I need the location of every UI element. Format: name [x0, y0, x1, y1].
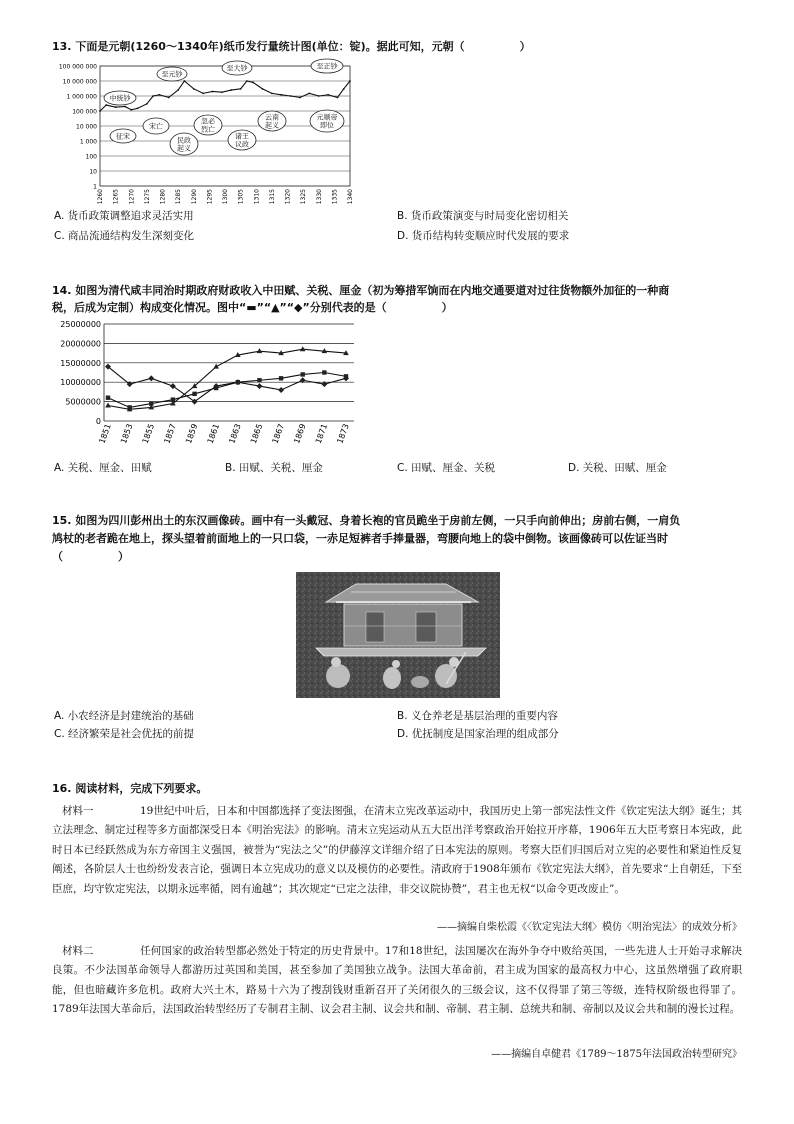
chart13-point	[124, 106, 126, 108]
chart13-x-tick-label: 1320	[284, 189, 292, 205]
chart13-x-tick-label: 1275	[143, 189, 151, 205]
annot-songwang-label: 宋亡	[149, 122, 163, 131]
annot-zhiyuan-label: 至元钞	[161, 70, 183, 79]
chart14-x-tick-label: 1863	[227, 422, 243, 445]
q13-option-b[interactable]: B. 货币政策演变与时局变化密切相关	[397, 210, 569, 222]
chart13-x-tick-label: 1330	[315, 189, 323, 205]
annot-yunnan-label: 云南	[265, 113, 279, 122]
chart14-point-square	[301, 372, 305, 376]
chart14-x-tick-label: 1871	[313, 422, 330, 445]
chart13-point	[105, 104, 107, 106]
chart13-x-tick-label: 1325	[300, 189, 308, 205]
chart13-y-tick-label: 100 000	[72, 108, 97, 116]
chart13-x-tick-label: 1340	[347, 189, 354, 205]
chart14-point-square	[279, 376, 283, 380]
chart14-x-tick-label: 1857	[162, 422, 178, 445]
annot-shundi-label: 即位	[320, 121, 334, 130]
q15-option-d[interactable]: D. 优抚制度是国家治理的组成部分	[397, 728, 559, 740]
chart14-x-tick-label: 1859	[184, 422, 200, 445]
chart13-point	[202, 92, 204, 94]
chart13-point	[246, 80, 248, 82]
chart14-y-tick-label: 5000000	[65, 397, 101, 407]
q15-stem-line3: （ ）	[52, 550, 129, 563]
chart14-point-square	[257, 378, 261, 382]
material-one-label: 材料一	[62, 805, 94, 817]
chart14-x-tick-label: 1853	[119, 422, 135, 445]
chart13-point	[299, 97, 301, 99]
chart13-point	[240, 88, 242, 90]
chart14-point-diamond	[148, 375, 154, 381]
chart14-x-tick-label: 1861	[205, 422, 222, 445]
chart13-x-tick-label: 1305	[237, 189, 245, 205]
chart14-series-square-line	[108, 373, 346, 408]
q13-option-c[interactable]: C. 商品流通结构发生深刻变化	[54, 230, 195, 242]
q13-option-d[interactable]: D. 货币结构转变顺应时代发展的要求	[397, 230, 570, 242]
q14-option-a[interactable]: A. 关税、厘金、田赋	[54, 462, 152, 474]
chart14-x-tick-label: 1869	[292, 422, 308, 445]
annot-zhizheng-label: 至正钞	[316, 62, 338, 71]
chart13-point	[183, 80, 185, 82]
chart13-point	[152, 95, 154, 97]
chart14-x-tick-label: 1865	[248, 422, 265, 445]
chart14-x-tick-label: 1855	[140, 422, 157, 445]
chart14-point-square	[322, 370, 326, 374]
chart13-x-tick-label: 1265	[112, 189, 120, 205]
q14-option-c[interactable]: C. 田赋、厘金、关税	[397, 462, 496, 474]
chart14-point-diamond	[278, 387, 284, 393]
chart14-point-diamond	[256, 383, 262, 389]
annot-minbian-label: 民政	[177, 136, 191, 145]
chart13-x-tick-label: 1270	[128, 189, 136, 205]
chart13-x-tick-label: 1315	[268, 189, 276, 205]
chart13-y-tick-label: 100 000 000	[58, 63, 97, 71]
chart14-point-triangle	[257, 348, 263, 353]
chart14-y-tick-label: 0	[95, 417, 101, 426]
q14-stem-line1: 14. 如图为清代咸丰同治时期政府财政收入中田赋、关税、厘金（初为筹措军饷而在内地交通要道对过往货物额外加征的一种商	[52, 284, 670, 297]
chart14-y-tick-label: 15000000	[60, 358, 101, 368]
chart14-series-triangle-line	[108, 349, 346, 409]
material-two-source: ——摘编自卓健君《1789～1875年法国政治转型研究》	[491, 1049, 742, 1060]
chart13-x-tick-label: 1300	[222, 189, 229, 205]
chart13-point	[327, 94, 329, 96]
chart14-y-tick-label: 25000000	[60, 320, 101, 329]
chart13-point	[137, 107, 139, 109]
chart13-point	[308, 92, 310, 94]
material-one-source: ——摘编自柴松霞《〈钦定宪法大纲〉模仿〈明治宪法〉的成效分析》	[437, 922, 742, 933]
q13-chart-svg	[48, 58, 358, 208]
chart13-point	[221, 91, 223, 93]
q14-option-d[interactable]: D. 关税、田赋、厘金	[568, 462, 667, 474]
chart13-point	[130, 109, 132, 111]
chart14-point-triangle	[105, 402, 111, 407]
chart13-y-tick-label: 100	[85, 153, 97, 161]
material-two-label: 材料二	[62, 945, 94, 957]
chart14-x-tick-label: 1867	[270, 422, 286, 445]
q13-option-a[interactable]: A. 货币政策调整追求灵活实用	[54, 210, 194, 222]
chart13-point	[290, 95, 292, 97]
annot-zhida-label: 至大钞	[226, 64, 248, 73]
annot-shundi-label: 元顺帝	[316, 113, 338, 122]
chart14-series-diamond-line	[108, 367, 346, 402]
q13-chart	[48, 58, 358, 208]
chart13-point	[230, 89, 232, 91]
chart14-point-triangle	[300, 346, 306, 351]
q15-option-c[interactable]: C. 经济繁荣是社会优抚的前提	[54, 728, 195, 740]
chart13-x-tick-label: 1280	[159, 189, 167, 205]
chart13-point	[99, 110, 101, 112]
chart14-x-tick-label: 1873	[335, 422, 351, 445]
material-one	[52, 802, 742, 899]
han-brick-relief-image	[296, 572, 500, 698]
chart13-point	[318, 95, 320, 97]
chart13-point	[115, 106, 117, 108]
chart13-x-tick-label: 1290	[190, 189, 198, 205]
chart14-x-tick-label: 1851	[97, 422, 113, 445]
chart13-point	[212, 91, 214, 93]
annot-zhuwang-label: 诸王	[235, 132, 249, 141]
chart13-y-tick-label: 1 000 000	[66, 93, 97, 101]
chart14-point-square	[192, 392, 196, 396]
chart13-point	[177, 89, 179, 91]
q14-stem-line2: 税，后成为定制）构成变化情况。图中“▬”“▲”“◆”分别代表的是（ ）	[52, 301, 453, 314]
annot-hubilie-label: 烈亡	[201, 125, 215, 134]
chart13-x-tick-label: 1260	[97, 189, 104, 205]
chart14-point-square	[106, 396, 110, 400]
annot-zhuwang-label: 议政	[235, 140, 249, 149]
q14-option-b[interactable]: B. 田赋、关税、厘金	[225, 462, 323, 474]
chart13-x-tick-label: 1335	[331, 189, 339, 205]
chart13-point	[349, 80, 351, 82]
chart13-point	[280, 94, 282, 96]
q13-stem: 13. 下面是元朝(1260～1340年)纸币发行量统计图(单位：锭)。据此可知，元朝（ ）	[52, 40, 531, 53]
chart13-y-tick-label: 10 000 000	[62, 78, 97, 86]
material-two-text: 任何国家的政治转型都必然处于特定的历史背景中。17和18世纪，法国屡次在海外争夺中败给英国，一些先进人士开始寻求解决良策。不少法国革命领导人都游历过英国和美国，甚至参加了美国独立战争。法国大革命前，君主成为国家的最高权力中心，这虽然增强了政府职能，但也暗藏许多危机。政府大兴土木，路易十六为了搜刮钱财重新召开了关闭很久的三级会议，这不仅得罪了第三等级，连特权阶级也得罪了。1789年法国大革命后，法国政治转型经历了专制君主制、议会君主制、议会共和制、帝制、君主制、总统共和制、帝制以及议会共和制的漫长过程。	[52, 945, 742, 1016]
chart13-point	[168, 97, 170, 99]
q14-chart-svg	[48, 318, 358, 458]
q15-stem-line1: 15. 如图为四川彭州出土的东汉画像砖。画中有一头戴冠、身着长袍的官员跪坐于房前左侧，一只手向前伸出；房前右侧，一肩负	[52, 514, 681, 527]
chart13-point	[193, 88, 195, 90]
q14-chart	[48, 318, 358, 458]
annot-hubilie-label: 忽必	[201, 117, 215, 126]
chart13-x-tick-label: 1310	[253, 189, 261, 205]
material-one-text: 19世纪中叶后，日本和中国都选择了变法图强，在清末立宪改革运动中，我国历史上第一部宪法性文件《钦定宪法大纲》诞生；其立法理念、制定过程等多方面都深受日本《明治宪法》的影响。清末立宪运动从五大臣出洋考察政治开始拉开序幕，1906年五大臣考察日本宪政，此时日本已经跃然成为东方帝国主义强国，被誉为“宪法之父”的伊藤淳文详细介绍了日本宪法的原则。考察大臣们归国后对立宪的必要性和紧迫性反复阐述，各阶层人士也纷纷发表言论，强调日本立宪成功的意义以及模仿的必要性。清政府于1908年颁布《钦定宪法大纲》，首先要求“上自朝廷，下至臣庶，均守钦定宪法，以期永远率循，罔有逾越”；其次规定“已定之法律，非交议院协赞”，君主也无权“以命令更改废止”。	[52, 805, 742, 895]
chart13-y-tick-label: 10 000	[76, 123, 97, 131]
chart13-point	[262, 88, 264, 90]
chart13-point	[158, 94, 160, 96]
q15-option-a[interactable]: A. 小农经济是封建统治的基础	[54, 710, 194, 722]
annot-zhengsong-label: 征宋	[116, 132, 130, 141]
chart13-point	[252, 82, 254, 84]
chart14-y-tick-label: 20000000	[60, 339, 101, 349]
chart13-y-tick-label: 10	[89, 168, 97, 176]
chart14-y-tick-label: 10000000	[60, 378, 101, 388]
material-two	[52, 942, 742, 1020]
chart13-y-tick-label: 1 000	[79, 138, 97, 146]
annot-yunnan-label: 起义	[265, 121, 279, 130]
q15-stem-line2: 鸠杖的老者跪在地上，探头望着前面地上的一只口袋，一赤足短裤者手捧量器，弯腰向地上的袋中倒物。该画像砖可以佐证当时	[52, 532, 668, 545]
annot-minbian-label: 起义	[177, 144, 191, 153]
chart13-x-tick-label: 1285	[175, 189, 183, 205]
chart13-point	[337, 97, 339, 99]
annot-zhongtong-label: 中统钞	[109, 94, 131, 103]
chart13-point	[146, 103, 148, 105]
chart13-point	[343, 88, 345, 90]
chart13-x-tick-label: 1295	[206, 189, 214, 205]
chart13-point	[271, 92, 273, 94]
q16-stem: 16. 阅读材料，完成下列要求。	[52, 782, 208, 795]
q15-option-b[interactable]: B. 义仓养老是基层治理的重要内容	[397, 710, 558, 722]
chart13-y-tick-label: 1	[93, 183, 97, 191]
